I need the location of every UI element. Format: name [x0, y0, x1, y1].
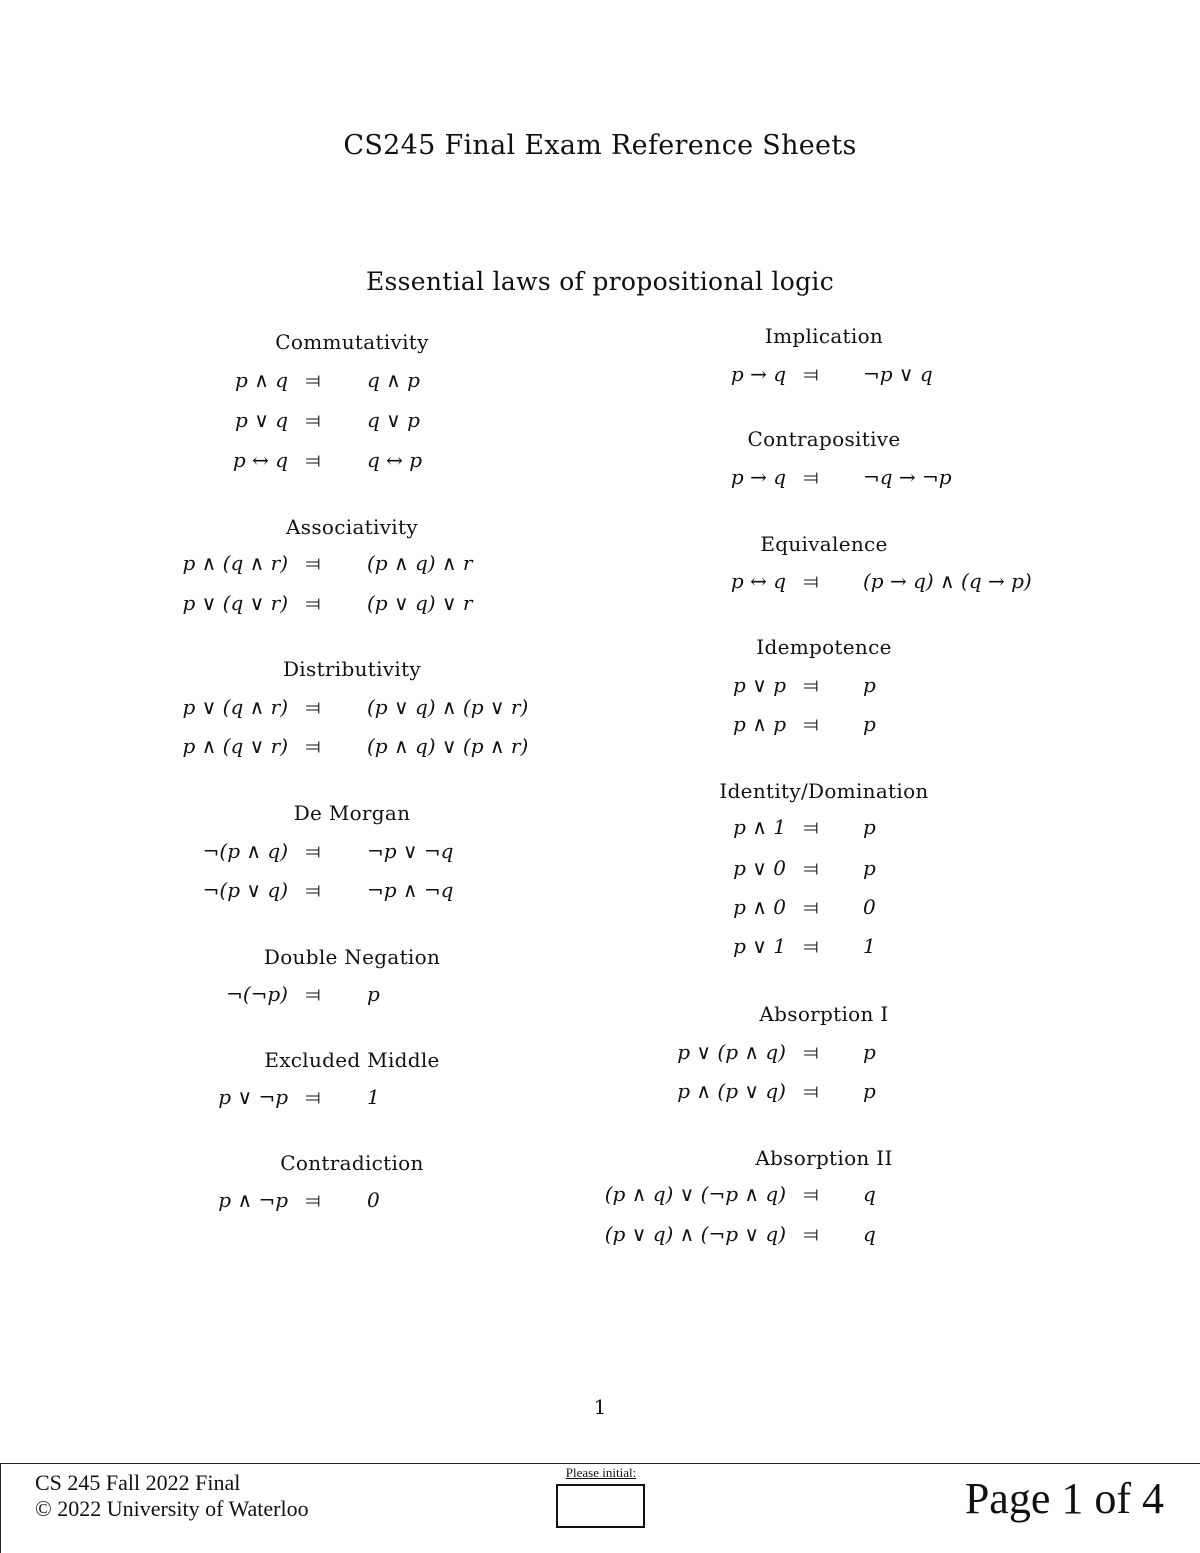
equivalence-symbol: ⫤: [305, 448, 321, 472]
law-title-contrapositive: Contrapositive: [747, 427, 901, 451]
equivalence-symbol: ⫤: [305, 878, 321, 902]
law-row: [0, 464, 786, 490]
law-title-commutativity: Commutativity: [275, 330, 429, 354]
law-lhs: p ∨ (q ∧ r): [182, 695, 288, 719]
law-lhs: p ∧ (q ∧ r): [182, 551, 288, 575]
equivalence-symbol: ⫤: [305, 695, 321, 719]
law-equiv: [801, 361, 821, 387]
equivalence-symbol: ⫤: [305, 1085, 321, 1109]
law-equiv: [303, 407, 323, 433]
equivalence-symbol: ⫤: [305, 734, 321, 758]
equivalence-symbol: ⫤: [305, 982, 321, 1006]
equivalence-symbol: ⫤: [803, 815, 819, 839]
law-equiv: [801, 1181, 821, 1207]
footer-page-indicator: Page 1 of 4: [964, 1474, 1164, 1523]
law-title-equivalence: Equivalence: [760, 532, 888, 556]
law-lhs: p ∨ (p ∧ q): [677, 1040, 786, 1064]
equivalence-symbol: ⫤: [803, 1222, 819, 1246]
law-equiv: [801, 711, 821, 737]
equivalence-symbol: ⫤: [305, 591, 321, 615]
law-equiv: [801, 855, 821, 881]
law-equiv: [801, 1078, 821, 1104]
law-row: [0, 1078, 786, 1104]
law-lhs: p ↔ q: [232, 448, 288, 472]
equivalence-symbol: ⫤: [305, 839, 321, 863]
equivalence-symbol: ⫤: [803, 673, 819, 697]
law-lhs: ¬(¬p): [226, 982, 288, 1006]
law-equiv: [801, 933, 821, 959]
equivalence-symbol: ⫤: [305, 408, 321, 432]
law-rhs: 0: [367, 1188, 380, 1212]
equivalence-symbol: ⫤: [305, 1188, 321, 1212]
law-rhs: q: [863, 1222, 876, 1246]
law-rhs: ¬q → ¬p: [863, 465, 952, 489]
law-title-double-negation: Double Negation: [263, 945, 441, 969]
law-rhs: (p ∧ q) ∨ (p ∧ r): [367, 734, 529, 758]
law-row: [0, 568, 786, 594]
law-lhs: p ∧ p: [733, 712, 786, 736]
law-row: [0, 1039, 786, 1065]
page-number: 1: [593, 1395, 607, 1419]
law-equiv: [801, 1039, 821, 1065]
law-row: [0, 672, 786, 698]
initial-label: Please initial:: [565, 1465, 637, 1480]
law-lhs: ¬(p ∨ q): [202, 878, 288, 902]
law-lhs: p ∨ ¬p: [218, 1085, 288, 1109]
equivalence-symbol: ⫤: [803, 934, 819, 958]
equivalence-symbol: ⫤: [803, 465, 819, 489]
law-row: [0, 855, 786, 881]
law-title-absorption-i: Absorption I: [759, 1002, 889, 1026]
law-rhs: q: [863, 1182, 876, 1206]
law-title-associativity: Associativity: [286, 515, 418, 539]
law-rhs: q ∨ p: [367, 408, 420, 432]
law-lhs: p ∨ q: [235, 408, 288, 432]
law-title-contradiction: Contradiction: [280, 1151, 424, 1175]
law-title-absorption-ii: Absorption II: [755, 1146, 893, 1170]
law-rhs: 0: [863, 895, 876, 919]
law-lhs: p → q: [730, 362, 786, 386]
exam-footer: [0, 1463, 1200, 1553]
footer-course: CS 245 Fall 2022 Final: [35, 1470, 241, 1495]
law-equiv: [801, 464, 821, 490]
law-rhs: p: [863, 815, 876, 839]
law-lhs: p ↔ q: [730, 569, 786, 593]
law-lhs: p ∨ (q ∨ r): [182, 591, 288, 615]
equivalence-symbol: ⫤: [803, 362, 819, 386]
equivalence-symbol: ⫤: [803, 1040, 819, 1064]
equivalence-symbol: ⫤: [305, 551, 321, 575]
law-equiv: [801, 894, 821, 920]
law-lhs: (p ∧ q) ∨ (¬p ∧ q): [604, 1182, 786, 1206]
law-title-implication: Implication: [764, 324, 884, 348]
law-rhs: p: [863, 1040, 876, 1064]
law-row: [0, 1181, 786, 1207]
law-rhs: ¬p ∨ q: [863, 362, 933, 386]
law-equiv: [801, 568, 821, 594]
law-row: [0, 814, 786, 840]
law-lhs: p ∧ (q ∨ r): [182, 734, 288, 758]
law-row: [0, 711, 786, 737]
law-row: [0, 407, 288, 433]
law-rhs: q ∧ p: [367, 368, 420, 392]
law-rhs: (p ∨ q) ∨ r: [367, 591, 473, 615]
law-rhs: 1: [863, 934, 876, 958]
law-rhs: 1: [367, 1085, 380, 1109]
law-rhs: p: [863, 712, 876, 736]
law-rhs: p: [367, 982, 380, 1006]
law-row: [0, 981, 288, 1007]
law-lhs: p ∧ ¬p: [218, 1188, 288, 1212]
law-lhs: p ∨ p: [733, 673, 786, 697]
equivalence-symbol: ⫤: [803, 569, 819, 593]
law-title-de-morgan: De Morgan: [293, 801, 411, 825]
footer-copyright: © 2022 University of Waterloo: [35, 1496, 309, 1521]
law-equiv: [303, 981, 323, 1007]
law-lhs: p ∧ 0: [733, 895, 786, 919]
law-title-distributivity: Distributivity: [282, 657, 422, 681]
law-lhs: p ∧ 1: [733, 815, 786, 839]
law-row: [0, 361, 786, 387]
law-title-idempotence: Idempotence: [756, 635, 892, 659]
equivalence-symbol: ⫤: [803, 712, 819, 736]
law-rhs: ¬p ∧ ¬q: [367, 878, 454, 902]
law-lhs: p ∧ (p ∨ q): [677, 1079, 786, 1103]
law-rhs: (p ∧ q) ∧ r: [367, 551, 473, 575]
law-title-identity-domination: Identity/Domination: [719, 779, 929, 803]
law-rhs: p: [863, 673, 876, 697]
equivalence-symbol: ⫤: [305, 368, 321, 392]
law-rhs: p: [863, 1079, 876, 1103]
equivalence-symbol: ⫤: [803, 1182, 819, 1206]
law-rhs: p: [863, 856, 876, 880]
section-heading: Essential laws of propositional logic: [365, 267, 835, 296]
law-lhs: p ∧ q: [235, 368, 288, 392]
law-rhs: ¬p ∨ ¬q: [367, 839, 454, 863]
law-lhs: p ∨ 1: [733, 934, 786, 958]
law-lhs: p → q: [730, 465, 786, 489]
law-lhs: ¬(p ∧ q): [202, 839, 288, 863]
equivalence-symbol: ⫤: [803, 895, 819, 919]
law-rhs: q ↔ p: [367, 448, 423, 472]
law-rhs: (p → q) ∧ (q → p): [863, 569, 1032, 593]
initial-box[interactable]: [556, 1484, 645, 1528]
equivalence-symbol: ⫤: [803, 856, 819, 880]
law-row: [0, 894, 786, 920]
law-lhs: p ∨ 0: [733, 856, 786, 880]
law-title-excluded-middle: Excluded Middle: [264, 1048, 440, 1072]
law-equiv: [801, 672, 821, 698]
law-equiv: [801, 1221, 821, 1247]
document-title: CS245 Final Exam Reference Sheets: [343, 130, 857, 161]
law-row: [0, 933, 786, 959]
law-row: [0, 1221, 786, 1247]
law-rhs: (p ∨ q) ∧ (p ∨ r): [367, 695, 529, 719]
equivalence-symbol: ⫤: [803, 1079, 819, 1103]
law-equiv: [801, 814, 821, 840]
law-lhs: (p ∨ q) ∧ (¬p ∨ q): [604, 1222, 786, 1246]
